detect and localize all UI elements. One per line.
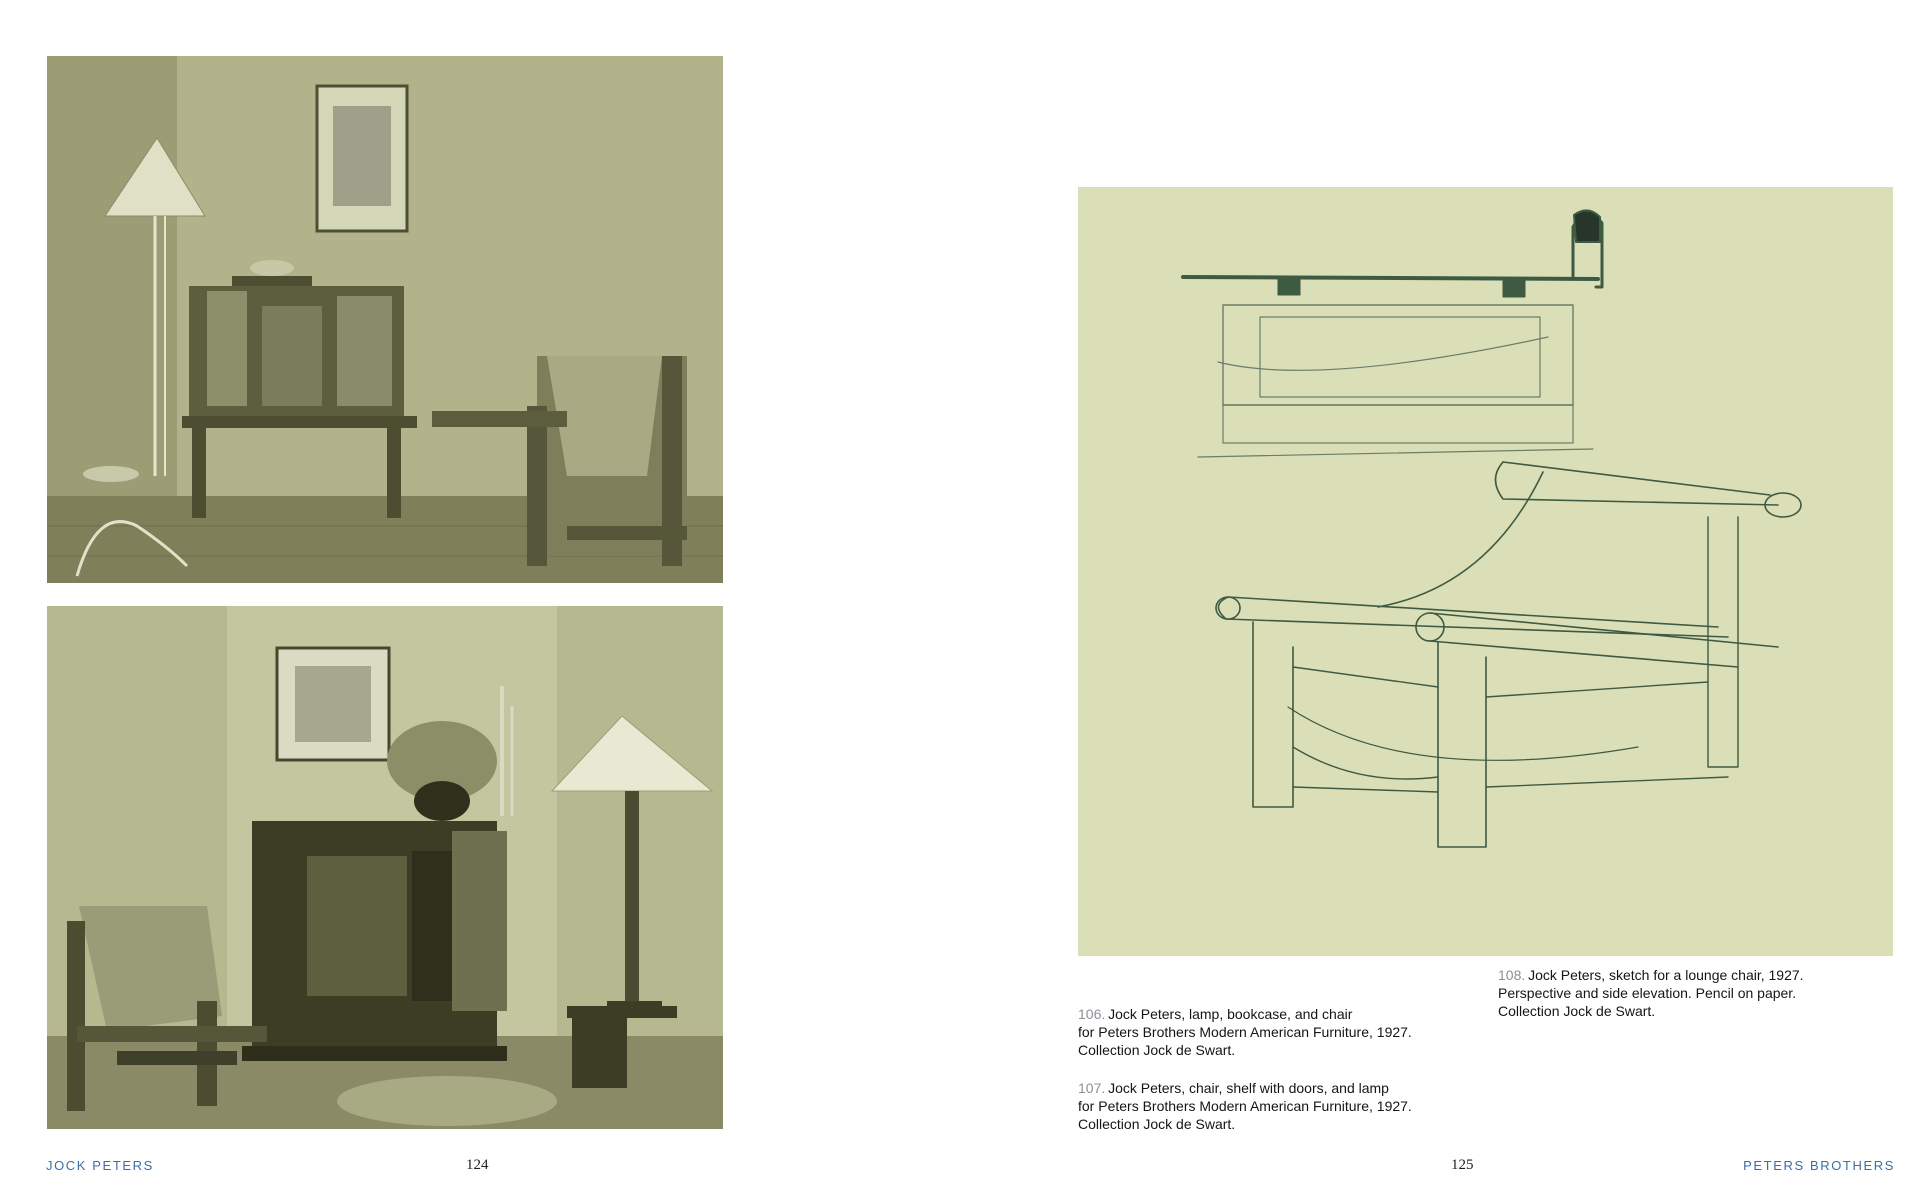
caption-line: Collection Jock de Swart. bbox=[1078, 1116, 1236, 1132]
caption-number: 107. bbox=[1078, 1080, 1106, 1096]
caption-line: Perspective and side elevation. Pencil on paper. bbox=[1498, 985, 1797, 1001]
caption-figure-106 bbox=[1078, 1005, 1478, 1059]
caption-line: Collection Jock de Swart. bbox=[1078, 1042, 1236, 1058]
caption-line: Jock Peters, sketch for a lounge chair, 1927. bbox=[1528, 967, 1804, 983]
sketch-lounge-chair bbox=[1078, 187, 1893, 956]
running-head-right: PETERS BROTHERS bbox=[1743, 1158, 1895, 1173]
running-head-left: JOCK PETERS bbox=[46, 1158, 154, 1173]
page-number-right: 125 bbox=[1451, 1157, 1474, 1173]
page-number-left: 124 bbox=[466, 1157, 489, 1173]
caption-line: Jock Peters, lamp, bookcase, and chair bbox=[1108, 1006, 1353, 1022]
photo-lamp-bookcase-chair bbox=[47, 56, 723, 583]
caption-line: for Peters Brothers Modern American Furniture, 1927. bbox=[1078, 1024, 1412, 1040]
photo-chair-shelf-lamp bbox=[47, 606, 723, 1129]
caption-line: Collection Jock de Swart. bbox=[1498, 1003, 1656, 1019]
caption-line: Jock Peters, chair, shelf with doors, and lamp bbox=[1108, 1080, 1389, 1096]
caption-figure-108 bbox=[1498, 966, 1858, 1020]
caption-number: 108. bbox=[1498, 967, 1526, 983]
caption-number: 106. bbox=[1078, 1006, 1106, 1022]
caption-figure-107 bbox=[1078, 1079, 1478, 1133]
caption-line: for Peters Brothers Modern American Furniture, 1927. bbox=[1078, 1098, 1412, 1114]
